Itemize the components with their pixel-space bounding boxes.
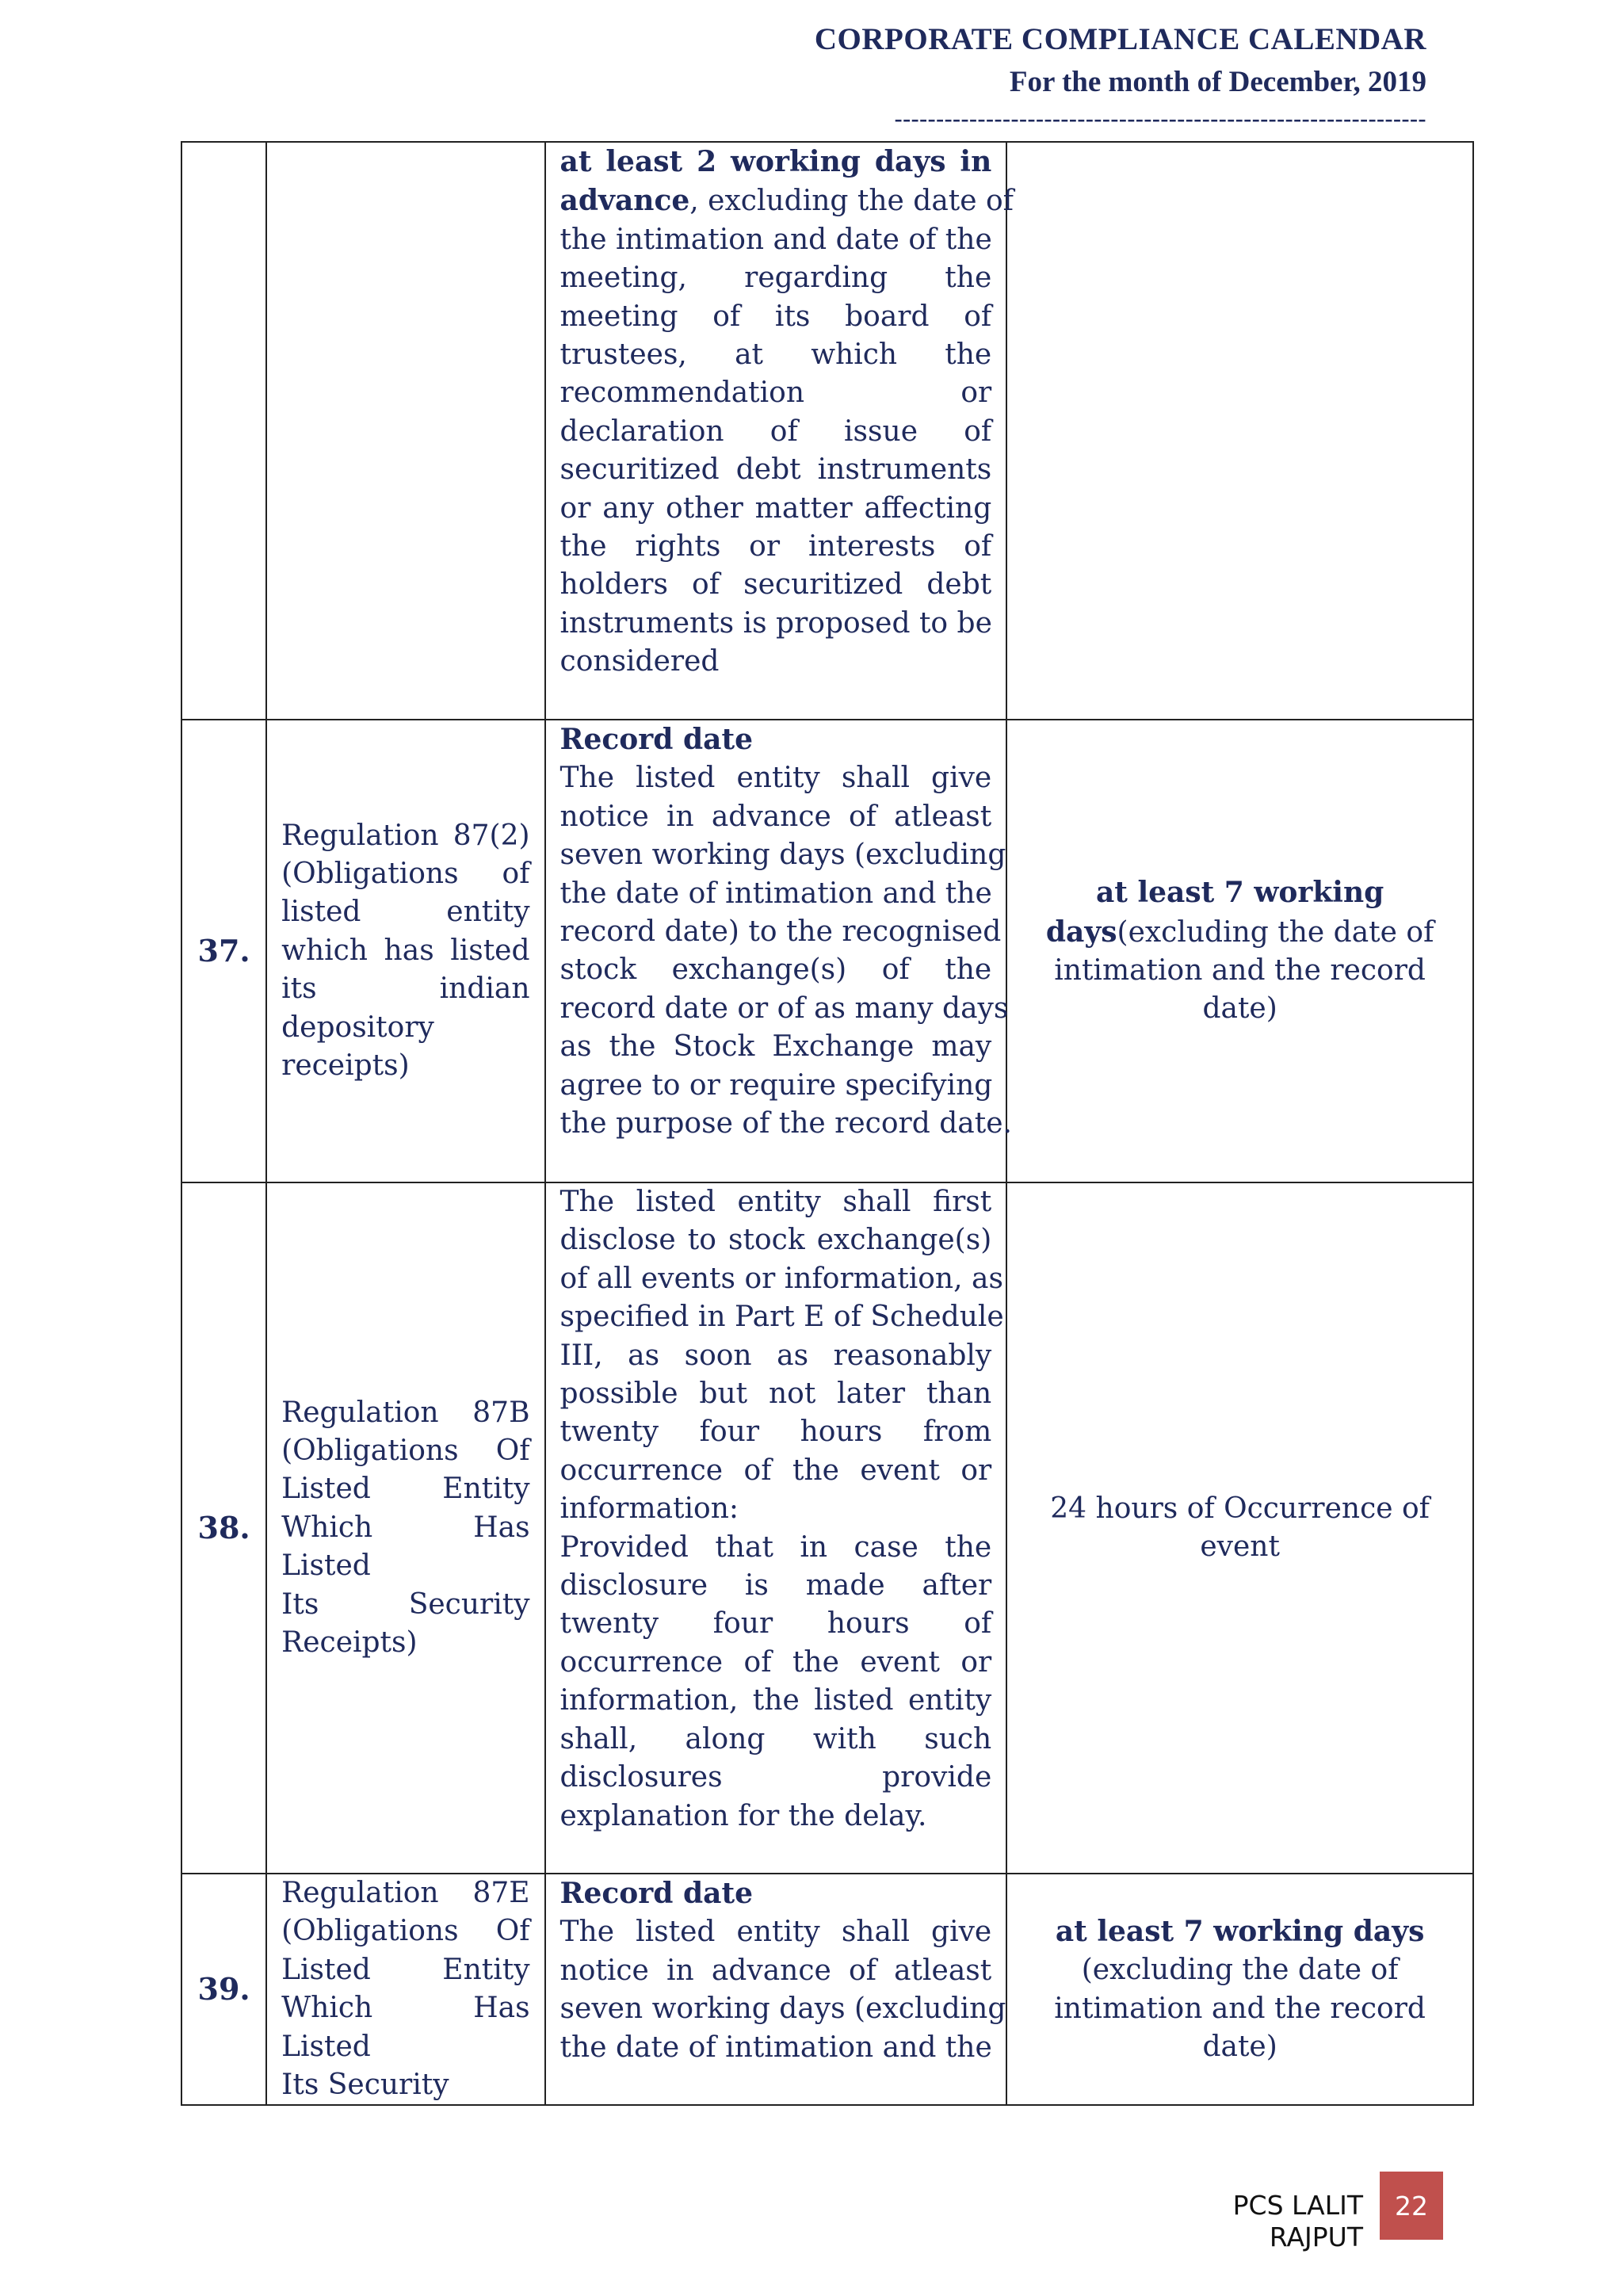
requirement-line (560, 2029, 992, 2067)
serial-number-cell: 39. (181, 1874, 266, 2105)
due-date-line (1031, 1528, 1449, 1566)
requirement-line (560, 1721, 992, 1759)
due-date-line (1031, 1951, 1449, 1989)
body-text: considered (559, 645, 720, 678)
requirement-cell (545, 720, 1012, 1182)
page-number-badge: 22 (1380, 2172, 1443, 2240)
requirement-line (560, 1183, 992, 1221)
requirement-line (559, 1298, 1004, 1336)
body-text: The listed entity shall give (559, 1916, 992, 1949)
requirement-line (560, 1337, 992, 1375)
emphasis-text: at least 2 working days in (559, 145, 992, 178)
body-text: , excluding the date of (689, 185, 1014, 218)
body-text: (excluding the date of (1117, 915, 1434, 949)
requirement-cell (545, 142, 1014, 720)
body-text: declaration of issue of (559, 415, 992, 448)
due-date-line (1031, 990, 1449, 1028)
requirement-line (560, 221, 992, 259)
regulation-line: (Obligations Of (281, 1434, 530, 1467)
body-text: twenty four hours of (559, 1607, 992, 1641)
body-text: III, as soon as reasonably (559, 1339, 992, 1372)
regulation-line: Regulation 87(2) (281, 819, 530, 852)
due-date-cell (1006, 1182, 1473, 1874)
requirement-line (560, 143, 992, 181)
body-text: agree to or require specifying (559, 1068, 993, 1102)
requirement-line (560, 1375, 992, 1413)
emphasis-text: at least 7 working days (1055, 1914, 1425, 1948)
regulation-line: (Obligations Of (281, 1915, 530, 1948)
body-text: record date or of as many days (559, 991, 1009, 1025)
regulation-line: Receipts) (281, 1626, 418, 1660)
body-text: record date) to the recognised (559, 915, 1002, 949)
body-text: intimation and the record (1054, 1992, 1426, 2025)
requirement-line (560, 259, 992, 297)
body-text: of all events or information, as (559, 1262, 1003, 1295)
body-text: meeting of its board of (559, 300, 992, 333)
regulation-line: Which Has Listed (281, 1992, 530, 2063)
body-text: holders of securitized debt (559, 568, 992, 602)
regulation-line: depository (281, 1010, 434, 1044)
body-text: date) (1202, 992, 1277, 1026)
requirement-line (560, 643, 992, 681)
body-text: (excluding the date of (1081, 1954, 1399, 1987)
body-text: 24 hours of Occurrence of (1050, 1492, 1430, 1525)
requirement-line (560, 1644, 992, 1682)
body-text: notice in advance of atleast (559, 1954, 992, 1987)
requirement-cell (545, 1182, 1007, 1874)
requirement-line (560, 1874, 992, 1913)
table-row (181, 1182, 1473, 1874)
document-title: CORPORATE COMPLIANCE CALENDAR (814, 22, 1426, 56)
body-text: The listed entity shall first (559, 1186, 992, 1218)
compliance-table (181, 141, 1474, 2106)
body-text: possible but not later than (559, 1377, 992, 1411)
requirement-line (560, 605, 992, 643)
serial-number-cell: 38. (181, 1182, 266, 1874)
requirement-line (559, 1990, 1006, 2028)
regulation-line: Which Has Listed (281, 1511, 530, 1583)
requirement-line (559, 836, 1006, 874)
requirement-line (560, 1682, 992, 1720)
requirement-line (559, 181, 1014, 220)
requirement-line (560, 374, 992, 412)
regulation-line: its indian (281, 972, 530, 1006)
body-text: disclosures provide (559, 1761, 992, 1794)
requirement-line (560, 451, 992, 489)
header-divider: ---------------------------------------------------------------- (894, 105, 1426, 132)
requirement-line (560, 1490, 992, 1528)
regulation-cell (266, 720, 544, 1182)
regulation-line: receipts) (281, 1049, 410, 1083)
body-text: the date of intimation and the (559, 2030, 992, 2064)
requirement-line (560, 490, 992, 528)
due-date-cell (1006, 142, 1473, 720)
body-text: seven working days (excluding (559, 839, 1006, 872)
requirement-line (560, 528, 992, 566)
regulation-line: Its Security (281, 2069, 449, 2102)
requirement-line (560, 720, 992, 759)
body-text: meeting, regarding the (559, 262, 992, 295)
requirement-line (559, 913, 1002, 951)
due-date-line (1031, 873, 1449, 912)
due-date-line (1031, 913, 1449, 952)
serial-number-cell: 37. (181, 720, 266, 1182)
body-text: information: (559, 1492, 739, 1526)
regulation-line: which has listed (281, 934, 530, 967)
body-text: occurrence of the event or (559, 1454, 992, 1487)
requirement-line (560, 1413, 992, 1451)
table-row (181, 720, 1473, 1182)
body-text: information, the listed entity (559, 1684, 992, 1717)
regulation-cell (266, 1182, 544, 1874)
due-date-line (1031, 952, 1449, 990)
document-subtitle: For the month of December, 2019 (1009, 66, 1426, 98)
body-text: event (1200, 1530, 1280, 1563)
emphasis-text: at least 7 working (1095, 876, 1384, 910)
due-date-line (1031, 1490, 1449, 1528)
due-date-line (1031, 1990, 1449, 2028)
requirement-line (560, 798, 992, 836)
body-text: notice in advance of atleast (559, 800, 992, 833)
requirement-line (560, 298, 992, 336)
requirement-line (560, 1952, 992, 1990)
requirement-line (560, 336, 992, 374)
requirement-cell (545, 1874, 1007, 2105)
regulation-line: Its Security (281, 1587, 530, 1621)
body-text: trustees, at which the (559, 338, 992, 372)
body-text: occurrence of the event or (559, 1645, 992, 1679)
body-text: recommendation or (559, 376, 992, 410)
requirement-line (559, 990, 1009, 1028)
body-text: stock exchange(s) of the (559, 953, 992, 987)
due-date-line (1031, 2028, 1449, 2066)
requirement-line (560, 1913, 992, 1951)
requirement-line (560, 1028, 992, 1066)
body-text: the date of intimation and the (559, 877, 992, 910)
due-date-cell (1006, 720, 1473, 1182)
requirement-line (560, 759, 992, 797)
page-header (777, 17, 1426, 135)
emphasis-text: Record date (559, 1877, 754, 1910)
body-text: the purpose of the record date. (559, 1107, 1012, 1140)
body-text: disclose to stock exchange(s) (559, 1224, 992, 1257)
requirement-line (560, 1067, 992, 1105)
body-text: or any other matter affecting (559, 491, 992, 525)
body-text: date) (1202, 2030, 1277, 2064)
requirement-line (560, 566, 992, 604)
footer-author: PCS LALIT RAJPUT (1232, 2190, 1363, 2252)
requirement-line (560, 951, 992, 989)
regulation-line: listed entity (281, 896, 530, 929)
due-date-cell (1006, 1874, 1473, 2105)
regulation-line: Regulation 87B (281, 1396, 530, 1429)
requirement-line (559, 1105, 1012, 1143)
body-text: the rights or interests of (559, 530, 992, 563)
requirement-line (560, 1221, 992, 1259)
requirement-line (559, 1260, 1003, 1298)
body-text: seven working days (excluding (559, 1992, 1006, 2026)
body-text: The listed entity shall give (559, 762, 992, 795)
due-date-line (1031, 1912, 1449, 1951)
body-text: as the Stock Exchange may (559, 1030, 992, 1064)
requirement-line (560, 1452, 992, 1490)
body-text: intimation and the record (1054, 954, 1426, 987)
body-text: securitized debt instruments (559, 453, 992, 487)
regulation-line: (Obligations of (281, 857, 530, 890)
serial-number-cell (181, 142, 266, 720)
requirement-line (560, 1605, 992, 1643)
emphasis-text: advance (559, 184, 690, 218)
regulation-cell (266, 1874, 544, 2105)
table-row (181, 1874, 1473, 2105)
body-text: Provided that in case the (559, 1530, 992, 1564)
regulation-line: Listed Entity (281, 1473, 530, 1506)
body-text: the intimation and date of the (559, 223, 992, 256)
body-text: disclosure is made after (559, 1569, 992, 1603)
requirement-line (560, 1567, 992, 1605)
requirement-line (560, 1529, 992, 1567)
requirement-line (560, 1797, 992, 1836)
body-text: twenty four hours from (559, 1415, 992, 1449)
requirement-line (560, 875, 992, 913)
requirement-line (560, 413, 992, 451)
body-text: specified in Part E of Schedule (559, 1301, 1004, 1334)
requirement-line (560, 1759, 992, 1797)
body-text: shall, along with such (559, 1722, 992, 1755)
regulation-line: Regulation 87E (281, 1877, 530, 1909)
emphasis-text: Record date (559, 723, 754, 756)
table-row (181, 142, 1473, 720)
regulation-cell (266, 142, 544, 720)
body-text: instruments is proposed to be (559, 606, 992, 640)
regulation-line: Listed Entity (281, 1953, 530, 1986)
body-text: explanation for the delay. (559, 1799, 927, 1832)
emphasis-text: days (1045, 915, 1117, 949)
